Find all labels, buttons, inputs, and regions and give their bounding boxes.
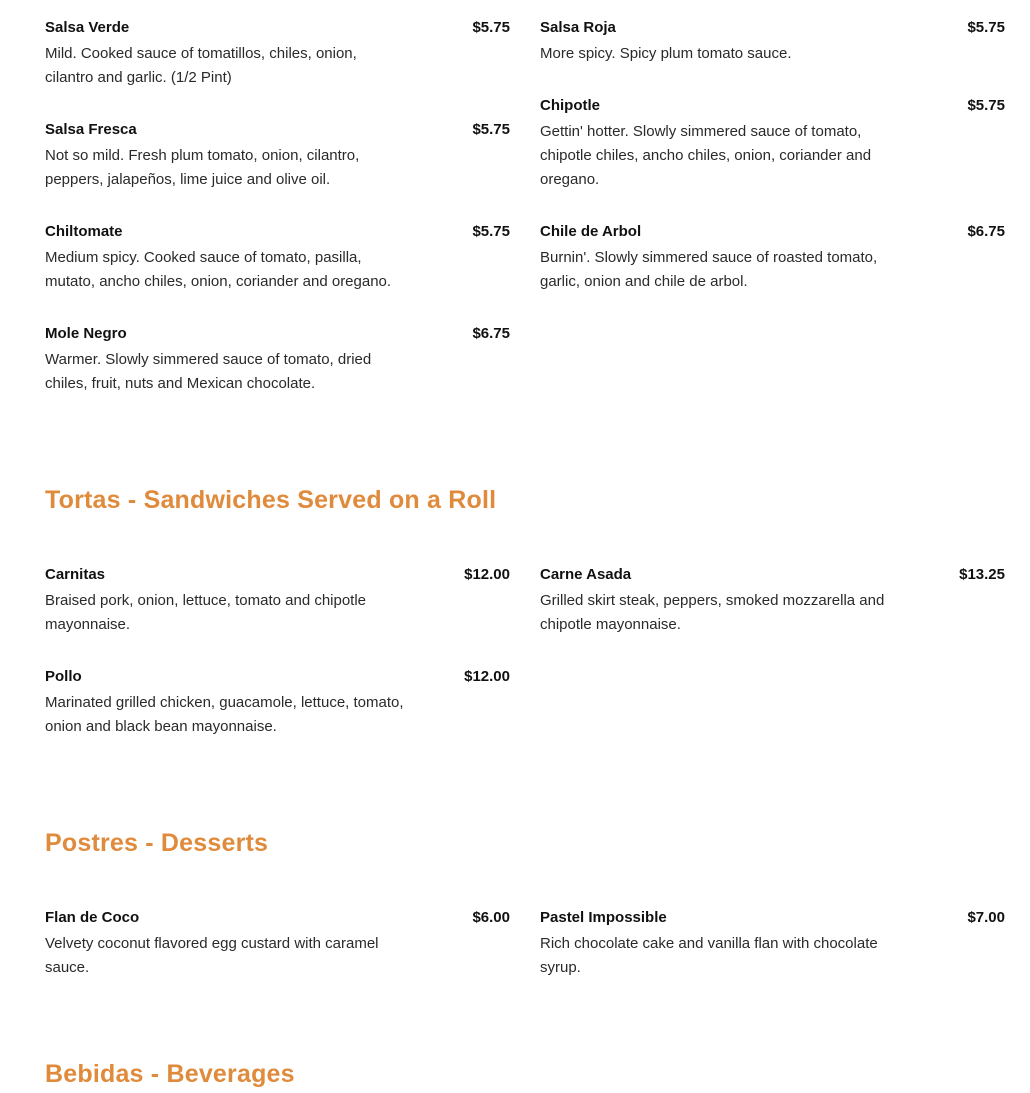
item-description: Not so mild. Fresh plum tomato, onion, cilantro, peppers, jalapeños, lime juice and olive oil.	[45, 147, 360, 188]
section-title-postres: Postres - Desserts	[45, 829, 269, 857]
item-name: Chiltomate	[45, 223, 123, 240]
item-name: Salsa Fresca	[45, 121, 137, 138]
item-price: $7.00	[967, 909, 1005, 926]
section-title-bebidas: Bebidas - Beverages	[45, 1060, 295, 1088]
item-name: Carne Asada	[540, 566, 632, 583]
item-description: Velvety coconut flavored egg custard with caramel sauce.	[45, 935, 379, 976]
item-price: $5.75	[472, 121, 510, 138]
item-description: Rich chocolate cake and vanilla flan with chocolate syrup.	[540, 935, 878, 976]
item-description: Gettin' hotter. Slowly simmered sauce of tomato, chipotle chiles, ancho chiles, onion, coriander and oregano.	[540, 123, 872, 188]
item-name: Chipotle	[540, 97, 600, 114]
item-description: More spicy. Spicy plum tomato sauce.	[540, 45, 792, 62]
section-title-tortas: Tortas - Sandwiches Served on a Roll	[45, 486, 497, 514]
item-description: Medium spicy. Cooked sauce of tomato, pasilla, mutato, ancho chiles, onion, coriander and oregano.	[45, 249, 392, 290]
item-name: Salsa Verde	[45, 19, 130, 36]
item-price: $12.00	[464, 668, 510, 685]
item-price: $6.75	[967, 223, 1005, 240]
item-price: $5.75	[472, 223, 510, 240]
item-name: Pollo	[45, 668, 82, 685]
item-description: Marinated grilled chicken, guacamole, lettuce, tomato, onion and black bean mayonnaise.	[45, 694, 404, 735]
item-price: $12.00	[464, 566, 510, 583]
item-name: Chile de Arbol	[540, 223, 642, 240]
item-name: Mole Negro	[45, 325, 127, 342]
item-name: Salsa Roja	[540, 19, 616, 36]
item-price: $13.25	[959, 566, 1005, 583]
item-description: Warmer. Slowly simmered sauce of tomato, dried chiles, fruit, nuts and Mexican chocolate.	[45, 351, 372, 392]
item-price: $5.75	[967, 19, 1005, 36]
item-price: $6.75	[472, 325, 510, 342]
item-price: $5.75	[967, 97, 1005, 114]
item-description: Mild. Cooked sauce of tomatillos, chiles, onion, cilantro and garlic. (1/2 Pint)	[45, 45, 357, 86]
item-name: Carnitas	[45, 566, 106, 583]
item-name: Flan de Coco	[45, 909, 140, 926]
item-price: $5.75	[472, 19, 510, 36]
item-description: Burnin'. Slowly simmered sauce of roasted tomato, garlic, onion and chile de arbol.	[540, 249, 878, 290]
item-name: Pastel Impossible	[540, 909, 667, 926]
item-price: $6.00	[472, 909, 510, 926]
item-description: Braised pork, onion, lettuce, tomato and chipotle mayonnaise.	[45, 592, 367, 633]
item-description: Grilled skirt steak, peppers, smoked mozzarella and chipotle mayonnaise.	[540, 592, 885, 633]
